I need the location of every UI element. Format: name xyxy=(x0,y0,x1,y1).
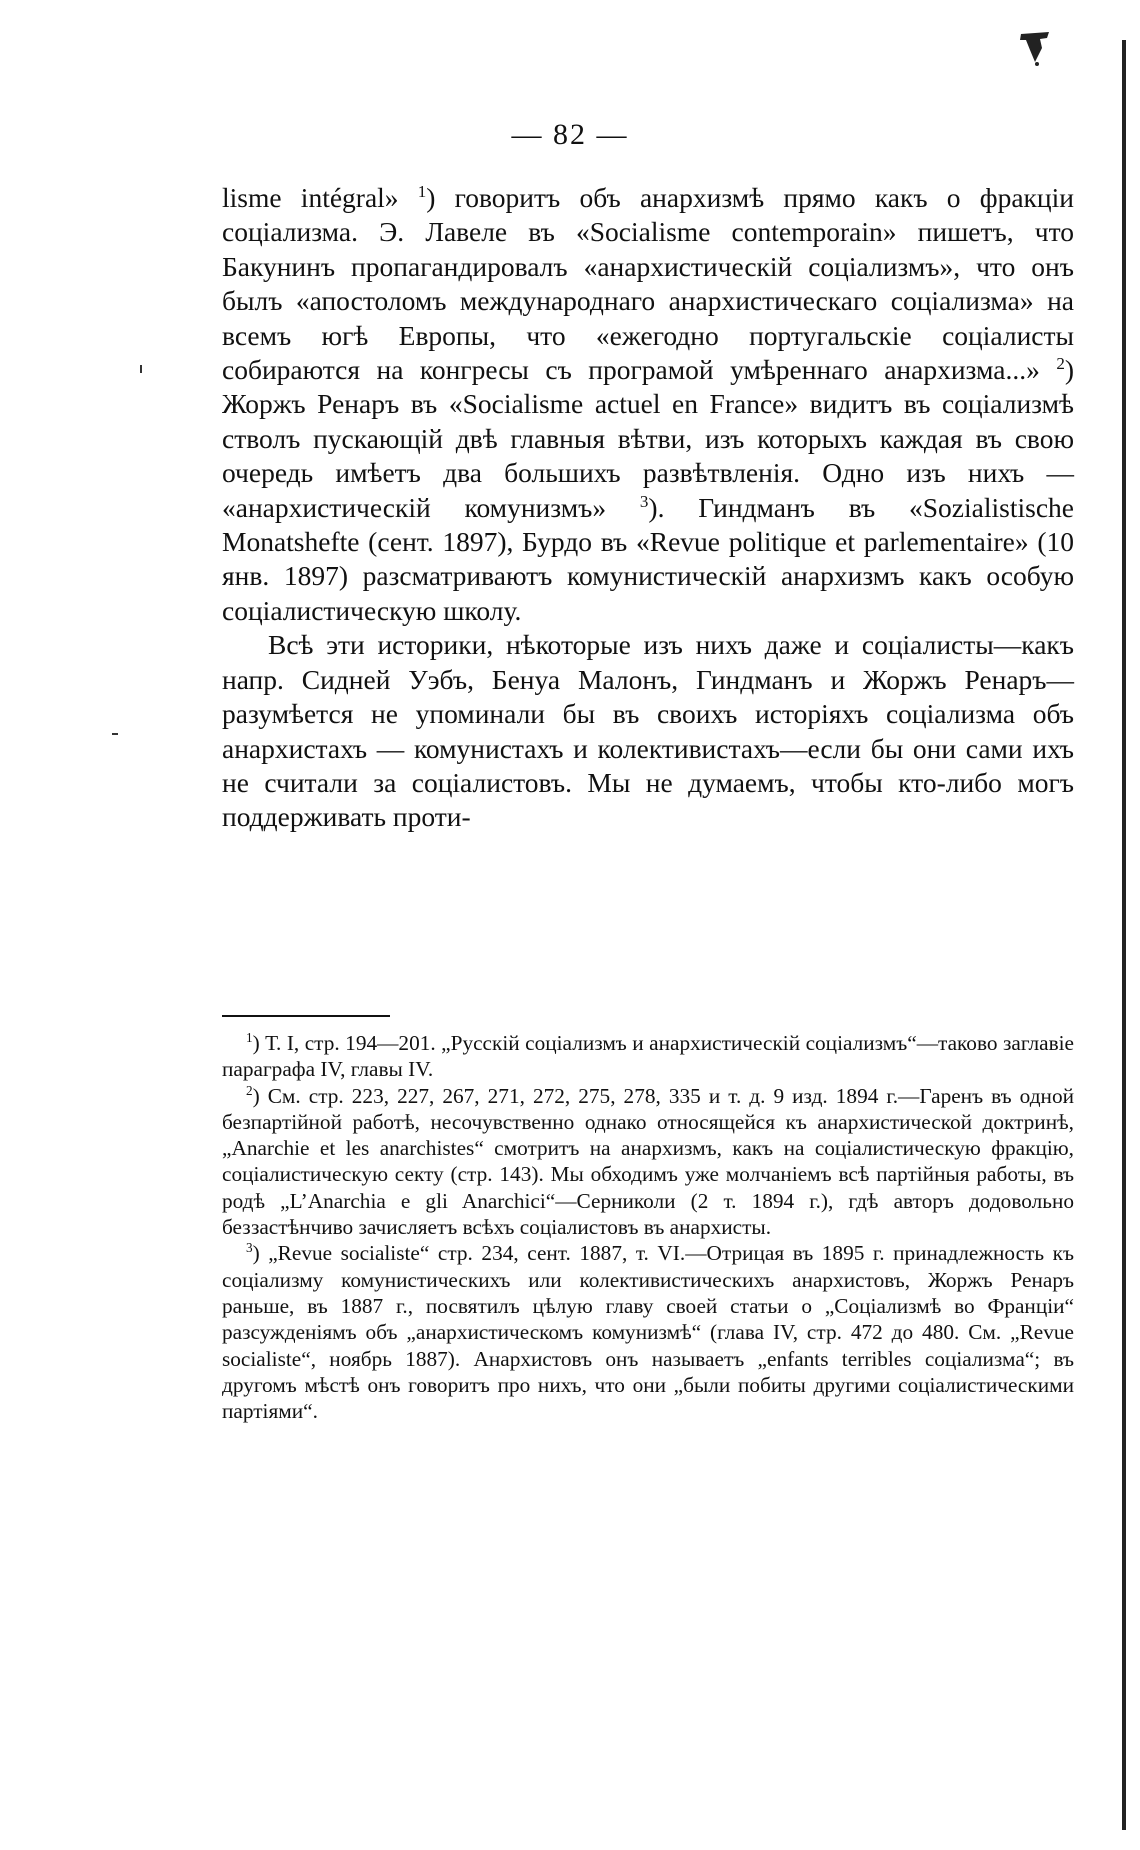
paragraph-1-part-1: lisme intégral» xyxy=(222,182,418,213)
footnotes xyxy=(222,1030,1074,1424)
main-text xyxy=(222,181,1074,835)
footnote-2 xyxy=(222,1083,1074,1241)
footnote-1-text: ) Т. I, стр. 194—201. „Русскій соціализмъ и анархистическій соціализмъ“—таково заглавіе параграфа IV, главы IV. xyxy=(222,1031,1074,1082)
scan-edge-shadow xyxy=(1122,40,1126,1830)
footnote-ref-1: 1 xyxy=(417,181,427,201)
footnote-marker-2: 2 xyxy=(246,1082,253,1098)
footnote-marker-1: 1 xyxy=(246,1029,253,1045)
paragraph-1-part-3: ) Жоржъ Ренаръ въ «Socialisme actuel en France» видитъ въ соціализмѣ стволъ пускающій двѣ главныя вѣтви, изъ которыхъ каждая въ свою очередь имѣетъ два большихъ развѣтвленія. Одно изъ нихъ — «анархистическій комунизмъ» xyxy=(222,354,1074,523)
footnote-ref-3: 3 xyxy=(639,491,649,511)
library-stamp-icon xyxy=(1018,28,1052,68)
footnote-marker-3: 3 xyxy=(246,1240,253,1256)
footnote-2-text: ) См. стр. 223, 227, 267, 271, 272, 275, 278, 335 и т. д. 9 изд. 1894 г.—Гаренъ въ одной безпартійной работѣ, несочувственно однако относящейся къ анархистической доктринѣ, „Anarchie et les anarchistes“ смотритъ на анархизмъ, какъ на соціалистическую фракцію, соціалистическую секту (стр. 143). Мы обходимъ уже молчаніемъ всѣ партійныя работы, въ родѣ „L’Anarchia e gli Anarchici“—Серниколи (2 т. 1894 г.), гдѣ авторъ додовольно беззастѣнчиво зачисляетъ всѣхъ соціалистовъ въ анархисты. xyxy=(222,1083,1074,1240)
paragraph-1 xyxy=(222,181,1074,628)
paragraph-2: Всѣ эти историки, нѣкоторые изъ нихъ даже и соціалисты—какъ напр. Сидней Уэбъ, Бенуа Малонъ, Гиндманъ и Жоржъ Ренаръ—разумѣется не упоминали бы въ своихъ исторіяхъ соціализма объ анархистахъ — комунистахъ и колективистахъ—если бы они сами ихъ не считали за соціалистовъ. Мы не думаемъ, чтобы кто-либо могъ поддерживать проти- xyxy=(222,629,1074,833)
footnote-3 xyxy=(222,1240,1074,1424)
page-number: — 82 — xyxy=(511,118,629,151)
scan-speck xyxy=(140,365,142,373)
paragraph-1-part-2: ) говоритъ объ анархизмѣ прямо какъ о фракціи соціализма. Э. Лавеле въ «Socialisme contemporain» пишетъ, что Бакунинъ пропагандировалъ «анархистическій соціализмъ», что онъ былъ «апостоломъ международнаго анархистическаго соціализма» на всемъ югѣ Европы, что «ежегодно португальскіе соціалисты собираются на конгресы съ програмой умѣреннаго анархизма...» xyxy=(222,182,1074,386)
paragraph-1-part-4: ). Гиндманъ въ «Sozialistische Monatshefte (сент. 1897), Бурдо въ «Revue politique et parlementaire» (10 янв. 1897) разсматриваютъ комунистическій анархизмъ какъ особую соціалистическую школу. xyxy=(222,491,1074,626)
footnote-ref-2: 2 xyxy=(1056,353,1065,373)
footnote-1 xyxy=(222,1030,1074,1083)
footnote-3-text: ) „Revue socialiste“ стр. 234, сент. 1887, т. VI.—Отрицая въ 1895 г. принадлежность къ соціализму комунистическихъ или колективистическихъ анархистовъ, Жоржъ Ренаръ раньше, въ 1887 г., посвятилъ цѣлую главу своей статьи о „Соціализмѣ во Франціи“ разсужденіямъ объ „анархистическомъ комунизмѣ“ (глава IV, стр. 472 до 480. См. „Revue socialiste“, ноябрь 1887). Анархистовъ онъ называетъ „enfants terribles соціализма“; въ другомъ мѣстѣ онъ говоритъ про нихъ, что они „были побиты другими соціалистическими партіями“. xyxy=(222,1241,1074,1424)
scan-speck xyxy=(112,733,118,735)
footnote-separator xyxy=(222,1015,390,1017)
